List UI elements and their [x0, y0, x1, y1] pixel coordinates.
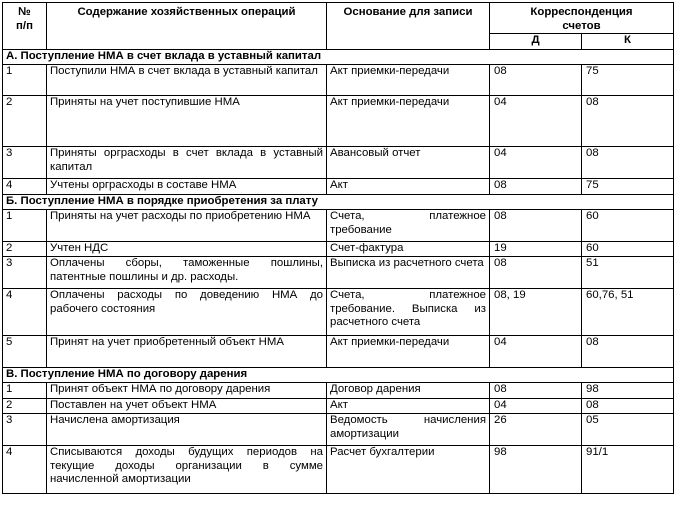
row-basis: Ведомость начисления амортизации: [327, 414, 490, 446]
table-row: [3, 446, 674, 494]
row-credit: 60: [582, 210, 674, 242]
row-content: Принят на учет приобретенный объект НМА: [47, 336, 327, 368]
row-content: Списываются доходы будущих периодов на текущие доходы организации в сумме начисленной амортизации: [47, 446, 327, 494]
row-debit: 08: [490, 383, 582, 399]
row-content: Учтены орграсходы в составе НМА: [47, 179, 327, 195]
header-credit: К: [582, 34, 674, 50]
row-content: Принят объект НМА по договору дарения: [47, 383, 327, 399]
row-number: 2: [3, 242, 47, 257]
row-debit: 04: [490, 336, 582, 368]
row-debit: 98: [490, 446, 582, 494]
row-basis: Акт приемки-передачи: [327, 336, 490, 368]
row-credit: 08: [582, 96, 674, 147]
row-content: Оплачены расходы по доведению НМА до рабочего состояния: [47, 289, 327, 336]
table-row: [3, 383, 674, 399]
row-basis: Счет-фактура: [327, 242, 490, 257]
row-debit: 04: [490, 96, 582, 147]
row-debit: 08: [490, 65, 582, 96]
header-correspondence: Корреспонденция счетов: [490, 3, 674, 34]
table-row: [3, 399, 674, 414]
table-row: [3, 289, 674, 336]
row-number: 3: [3, 414, 47, 446]
row-basis: Акт приемки-передачи: [327, 96, 490, 147]
row-debit: 04: [490, 399, 582, 414]
row-debit: 08: [490, 179, 582, 195]
row-content: Оплачены сборы, таможенные пошлины, патентные пошлины и др. расходы.: [47, 257, 327, 289]
header-num: № п/п: [3, 3, 47, 50]
header-content: Содержание хозяйственных операций: [47, 3, 327, 50]
row-basis: Счета, платежное требование: [327, 210, 490, 242]
row-credit: 08: [582, 147, 674, 179]
row-number: 2: [3, 399, 47, 414]
table-row: [3, 96, 674, 147]
table-row: [3, 210, 674, 242]
row-basis: Акт приемки-передачи: [327, 65, 490, 96]
table-row: [3, 257, 674, 289]
row-number: 4: [3, 179, 47, 195]
row-credit: 51: [582, 257, 674, 289]
table-row: [3, 242, 674, 257]
row-number: 1: [3, 210, 47, 242]
row-basis: Авансовый отчет: [327, 147, 490, 179]
row-content: Учтен НДС: [47, 242, 327, 257]
header-debit: Д: [490, 34, 582, 50]
row-content: Поставлен на учет объект НМА: [47, 399, 327, 414]
row-credit: 75: [582, 179, 674, 195]
row-basis: Договор дарения: [327, 383, 490, 399]
row-debit: 26: [490, 414, 582, 446]
row-credit: 08: [582, 336, 674, 368]
row-debit: 08, 19: [490, 289, 582, 336]
section-title: В. Поступление НМА по договору дарения: [3, 368, 674, 383]
row-basis: Акт: [327, 179, 490, 195]
row-debit: 08: [490, 257, 582, 289]
row-content: Приняты орграсходы в счет вклада в уставный капитал: [47, 147, 327, 179]
operations-table: [2, 2, 674, 494]
row-number: 5: [3, 336, 47, 368]
row-credit: 98: [582, 383, 674, 399]
row-content: Приняты на учет поступившие НМА: [47, 96, 327, 147]
row-content: Начислена амортизация: [47, 414, 327, 446]
row-number: 4: [3, 446, 47, 494]
row-debit: 08: [490, 210, 582, 242]
section-title: Б. Поступление НМА в порядке приобретения за плату: [3, 195, 674, 210]
table-row: [3, 414, 674, 446]
table-row: [3, 147, 674, 179]
row-debit: 04: [490, 147, 582, 179]
row-content: Поступили НМА в счет вклада в уставный капитал: [47, 65, 327, 96]
row-basis: Расчет бухгалтерии: [327, 446, 490, 494]
row-credit: 60,76, 51: [582, 289, 674, 336]
row-number: 3: [3, 257, 47, 289]
row-number: 4: [3, 289, 47, 336]
header-basis: Основание для записи: [327, 3, 490, 50]
row-credit: 08: [582, 399, 674, 414]
row-credit: 05: [582, 414, 674, 446]
section-title: А. Поступление НМА в счет вклада в уставный капитал: [3, 50, 674, 65]
row-number: 3: [3, 147, 47, 179]
row-basis: Акт: [327, 399, 490, 414]
table-row: [3, 65, 674, 96]
table-row: [3, 179, 674, 195]
row-credit: 75: [582, 65, 674, 96]
row-number: 1: [3, 65, 47, 96]
table-row: [3, 336, 674, 368]
row-basis: Счета, платежное требование. Выписка из расчетного счета: [327, 289, 490, 336]
row-number: 2: [3, 96, 47, 147]
row-content: Приняты на учет расходы по приобретению НМА: [47, 210, 327, 242]
row-debit: 19: [490, 242, 582, 257]
row-credit: 91/1: [582, 446, 674, 494]
row-credit: 60: [582, 242, 674, 257]
row-basis: Выписка из расчетного счета: [327, 257, 490, 289]
row-number: 1: [3, 383, 47, 399]
